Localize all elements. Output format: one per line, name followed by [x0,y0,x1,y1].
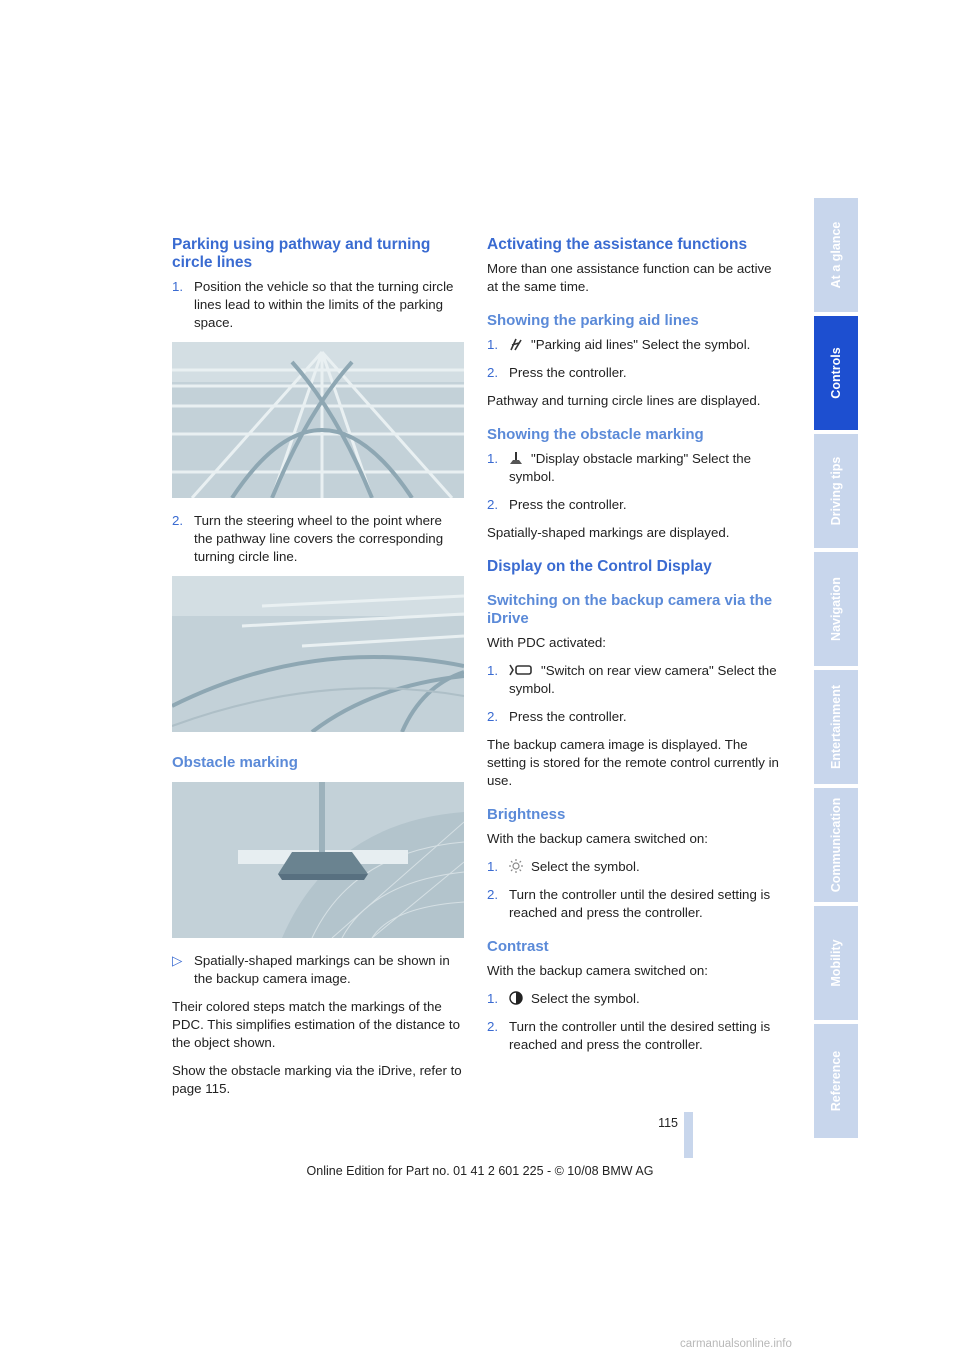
list-item [487,1018,781,1054]
list-item [172,278,464,332]
step-number: 1. [487,991,499,1006]
paragraph: Their colored steps match the markings of the PDC. This simplifies estimation of the distance to the object shown. [172,999,460,1050]
figure-pathway-lines [172,342,464,498]
paragraph: With PDC activated: [487,635,606,650]
tab-navigation[interactable]: Navigation [814,552,858,666]
step-text: Turn the steering wheel to the point where the pathway line covers the corresponding turning circle line. [194,513,444,564]
bullet-marker: ▷ [172,953,183,968]
step-number: 1. [487,337,499,352]
list-item [487,708,781,726]
contrast-icon [509,991,523,1005]
paragraph: The backup camera image is displayed. The setting is stored for the remote control currently in use. [487,737,779,788]
list-item [487,496,781,514]
step-number: 1. [487,451,499,466]
step-number: 2. [487,497,499,512]
step-number: 2. [172,513,184,528]
step-number: 2. [487,709,499,724]
parking-aid-lines-icon [509,337,523,351]
heading-obstacle-marking-show: Showing the obstacle marking [487,426,704,443]
brightness-icon [509,859,523,873]
chapter-tabs [814,198,858,1142]
list-item [172,952,464,988]
figure-turning-circle [172,576,464,732]
tab-entertainment[interactable]: Entertainment [814,670,858,784]
list-item [487,450,781,486]
heading-activating-assistance: Activating the assistance functions [487,236,748,253]
step-text: Press the controller. [509,709,627,724]
heading-parking-aid-lines: Showing the parking aid lines [487,312,699,329]
step-number: 2. [487,887,499,902]
list-item [487,886,781,922]
heading-brightness: Brightness [487,806,566,823]
step-number: 1. [172,279,184,294]
paragraph: With the backup camera switched on: [487,963,708,978]
rear-camera-icon [509,663,533,677]
step-text: Turn the controller until the desired setting is reached and press the controller. [509,1019,771,1052]
paragraph: Show the obstacle marking via the iDrive, refer to page 115. [172,1063,462,1096]
tab-communication[interactable]: Communication [814,788,858,902]
bullet-text: Spatially-shaped markings can be shown in the backup camera image. [194,953,450,986]
heading-control-display: Display on the Control Display [487,558,712,575]
tab-reference[interactable]: Reference [814,1024,858,1138]
list-item [487,858,781,876]
tab-controls[interactable]: Controls [814,316,858,430]
tab-driving-tips[interactable]: Driving tips [814,434,858,548]
step-text: Position the vehicle so that the turning circle lines lead to within the limits of the parking space. [194,279,454,330]
page-number: 115 [658,1116,678,1130]
step-text: "Switch on rear view camera" Select the symbol. [509,663,777,696]
step-text: Select the symbol. [531,859,640,874]
footer-edition: Online Edition for Part no. 01 41 2 601 225 - © 10/08 BMW AG [306,1164,654,1178]
right-column [487,236,781,1064]
step-text: Turn the controller until the desired setting is reached and press the controller. [509,887,771,920]
paragraph: Pathway and turning circle lines are displayed. [487,393,761,408]
tab-at-a-glance[interactable]: At a glance [814,198,858,312]
heading-obstacle-marking: Obstacle marking [172,754,298,771]
step-number: 2. [487,1019,499,1034]
page-number-bar [684,1112,693,1158]
heading-contrast: Contrast [487,938,549,955]
tab-mobility[interactable]: Mobility [814,906,858,1020]
list-item [487,990,781,1008]
obstacle-marking-icon [509,451,523,465]
list-item [487,364,781,382]
list-item [487,336,781,354]
paragraph: More than one assistance function can be active at the same time. [487,261,772,294]
step-text: Press the controller. [509,497,627,512]
left-column [172,236,464,1108]
step-text: Select the symbol. [531,991,640,1006]
step-number: 2. [487,365,499,380]
heading-switch-on-camera: Switching on the backup camera via the iDrive [487,592,773,627]
watermark: carmanualsonline.info [680,1338,792,1350]
step-number: 1. [487,859,499,874]
list-item [172,512,464,566]
paragraph: Spatially-shaped markings are displayed. [487,525,730,540]
step-text: "Parking aid lines" Select the symbol. [531,337,751,352]
heading-parking-pathway: Parking using pathway and turning circle lines [172,236,431,271]
step-number: 1. [487,663,499,678]
list-item [487,662,781,698]
step-text: "Display obstacle marking" Select the symbol. [509,451,752,484]
figure-obstacle-marking [172,782,464,938]
paragraph: With the backup camera switched on: [487,831,708,846]
step-text: Press the controller. [509,365,627,380]
